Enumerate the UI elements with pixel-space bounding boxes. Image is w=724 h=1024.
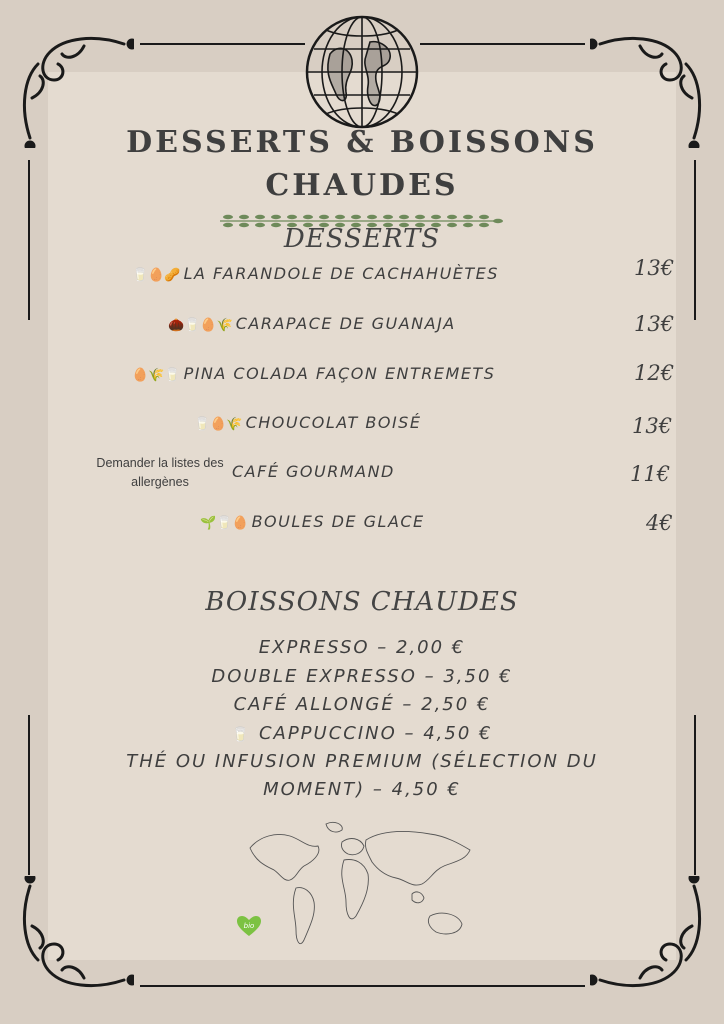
corner-ornament-bottom-left — [14, 876, 134, 996]
bio-heart-icon — [236, 915, 262, 937]
dessert-price: 13€ — [632, 414, 673, 438]
dessert-name: LA FARANDOLE DE CACHAHUÈTES — [183, 264, 499, 283]
frame-top-left-line — [140, 43, 305, 45]
frame-top-right-line — [420, 43, 585, 45]
drink-item: EXPRESSO – 2,00 € — [258, 637, 466, 658]
globe-icon — [304, 14, 420, 130]
dessert-price: 13€ — [634, 256, 675, 280]
boissons-heading: BOISSONS CHAUDES — [205, 587, 519, 617]
desserts-heading: DESSERTS — [283, 224, 441, 254]
dessert-item — [132, 364, 495, 383]
dessert-name: CHOUCOLAT BOISÉ — [245, 413, 422, 432]
dessert-name: CARAPACE DE GUANAJA — [235, 314, 456, 333]
allergen-icons: 🥚🌾🥛 — [132, 368, 181, 383]
bio-label: bio — [243, 922, 255, 930]
page-title-line2: CHAUDES — [265, 168, 459, 203]
drink-item: DOUBLE EXPRESSO – 3,50 € — [211, 666, 513, 687]
allergen-note: Demander la listes des allergènes — [96, 456, 224, 489]
dessert-price: 11€ — [630, 462, 671, 486]
drink-item: CAFÉ ALLONGÉ – 2,50 € — [233, 694, 491, 715]
world-map-icon — [243, 818, 478, 958]
corner-ornament-bottom-right — [590, 876, 710, 996]
dessert-item — [194, 413, 421, 432]
drink-item: MOMENT) – 4,50 € — [263, 779, 461, 800]
frame-bottom-line — [140, 985, 585, 987]
allergen-icons: 🥛🥚🌾 — [194, 417, 243, 432]
dessert-price: 12€ — [634, 361, 675, 385]
dessert-item — [200, 512, 425, 531]
dessert-item — [168, 314, 456, 333]
dessert-price: 13€ — [634, 312, 675, 336]
dessert-name: BOULES DE GLACE — [251, 512, 425, 531]
dessert-item — [232, 462, 395, 481]
dessert-price: 4€ — [646, 511, 673, 535]
dessert-name: PINA COLADA FAÇON ENTREMETS — [183, 364, 496, 383]
allergen-icons: 🌱🥛🥚 — [200, 516, 249, 531]
allergen-icons: 🥛🥚🥜 — [132, 268, 181, 283]
page-title-line1: DESSERTS & BOISSONS — [126, 125, 598, 160]
drink-item: THÉ OU INFUSION PREMIUM (SÉLECTION DU — [126, 751, 598, 772]
dessert-name: CAFÉ GOURMAND — [232, 462, 395, 481]
drink-item: 🥛 CAPPUCCINO – 4,50 € — [231, 723, 493, 744]
milk-icon: 🥛 — [231, 727, 251, 743]
dessert-item — [132, 264, 499, 283]
allergen-icons: 🌰🥛🥚🌾 — [168, 318, 233, 333]
